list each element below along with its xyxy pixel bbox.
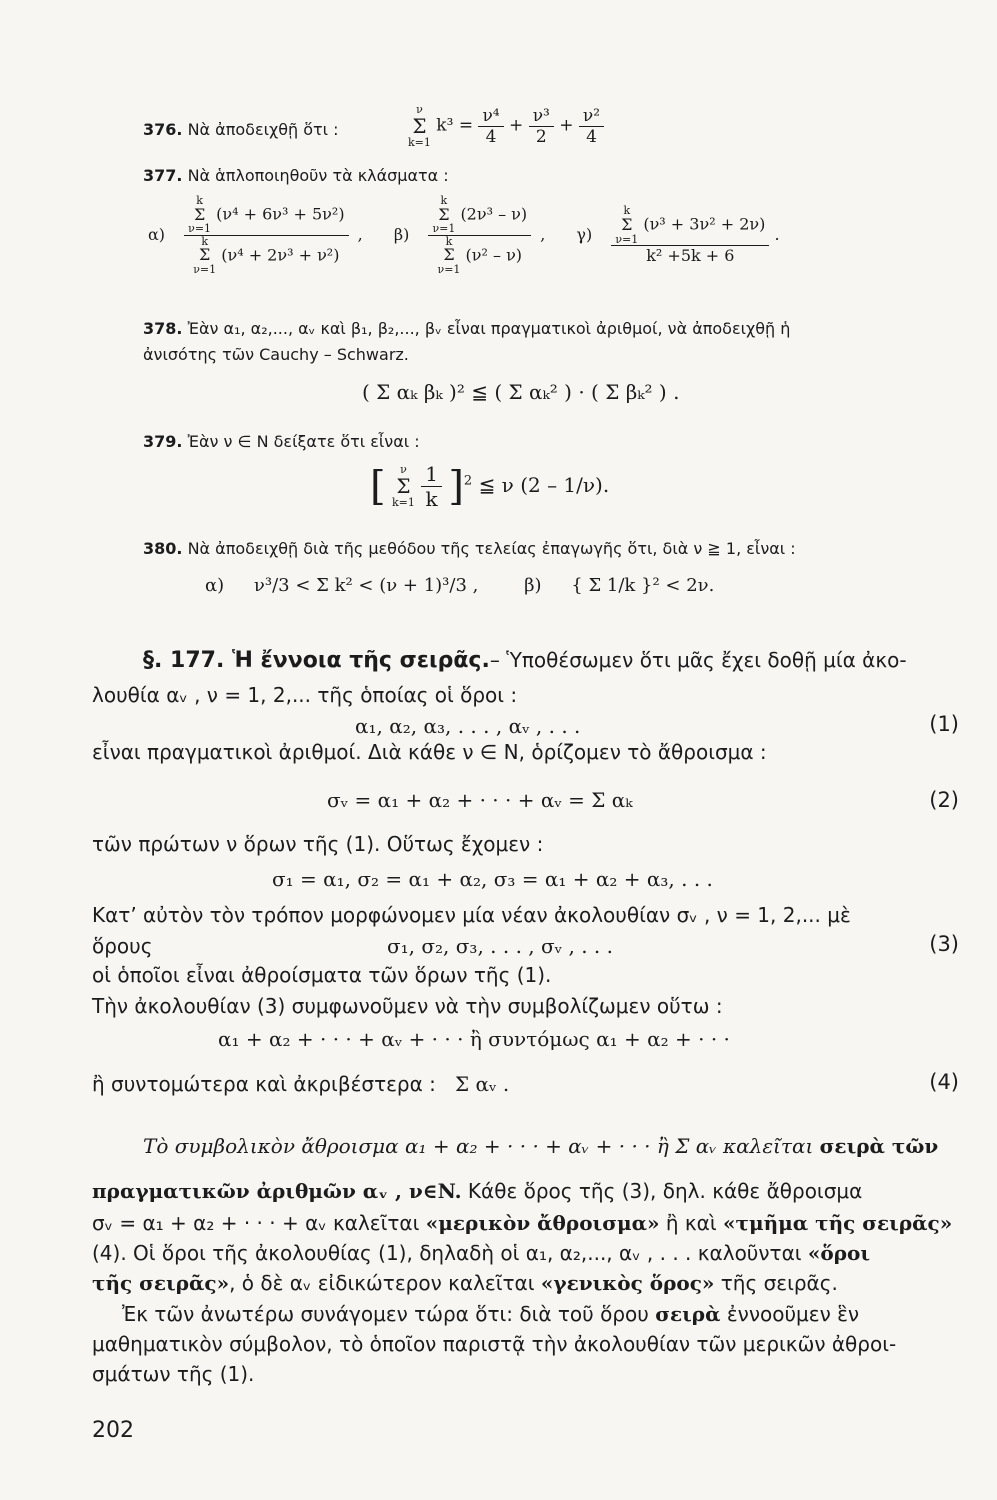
section-heading-line: §. 177. Ἡ ἔννοια τῆς σειρᾶς.– Ὑποθέσωμεν ὅτι μᾶς ἔχει δοθῇ μία ἀκο-	[143, 648, 907, 673]
paragraph-line: ὅρους	[92, 934, 153, 958]
formula-377: α) k Σ ν=1 (ν⁴ + 6ν³ + 5ν²) k Σ ν=1 (ν⁴ + 2ν³ + ν²) , β) k Σ ν=1 (2ν³ – ν) k Σ ν=1 (ν² – ν) , γ) k Σ ν=1 (ν³ + 3ν² + 2ν) k² +5k + 6 .	[148, 194, 780, 277]
exercise-378-line2: ἀνισότης τῶν Cauchy – Schwarz.	[143, 345, 409, 364]
exercise-text: Νὰ ἀποδειχθῇ ὅτι :	[187, 120, 339, 139]
equation-number: (1)	[929, 712, 959, 736]
equation-number: (3)	[929, 932, 959, 956]
paragraph-line: τῆς σειρᾶς», ὁ δὲ αᵥ εἰδικώτερον καλεῖται «γενικὸς ὅρος» τῆς σειρᾶς.	[92, 1271, 838, 1295]
equation-number: (4)	[929, 1070, 959, 1094]
equation-4: Σ αᵥ .	[455, 1072, 510, 1096]
equation-symbolic: α₁ + α₂ + · · · + αᵥ + · · · ἢ συντόμως α₁ + α₂ + · · ·	[218, 1027, 730, 1051]
paragraph-line: λουθία αᵥ , ν = 1, 2,... τῆς ὁποίας οἱ ὅροι :	[92, 683, 518, 707]
equation-1: α₁, α₂, α₃, . . . , αᵥ , . . .	[355, 714, 581, 738]
paragraph-line: πραγματικῶν ἀριθμῶν αᵥ , ν∈N. Κάθε ὅρος τῆς (3), δηλ. κάθε ἄθροισμα	[92, 1179, 863, 1203]
definition-line: Τὸ συμβολικὸν ἄθροισμα α₁ + α₂ + · · · + αᵥ + · · · ἢ Σ αᵥ καλεῖται σειρὰ τῶν	[143, 1134, 939, 1158]
paragraph-line: σμάτων τῆς (1).	[92, 1362, 255, 1386]
paragraph-line: (4). Οἱ ὅροι τῆς ἀκολουθίας (1), δηλαδὴ οἱ α₁, α₂,..., αᵥ , . . . καλοῦνται «ὅροι	[92, 1241, 871, 1265]
formula-379: [ ν Σ k=1 $\frac{1}{k}$ ]$^2$ ≦ ν (2 – 1/ν).	[370, 462, 610, 511]
equation-sigma: σ₁ = α₁, σ₂ = α₁ + α₂, σ₃ = α₁ + α₂ + α₃, . . .	[272, 867, 713, 891]
paragraph-line: Τὴν ἀκολουθίαν (3) συμφωνοῦμεν νὰ τὴν συμβολίζωμεν οὕτω :	[92, 994, 723, 1018]
page-number: 202	[92, 1418, 134, 1443]
paragraph-line: εἶναι πραγματικοὶ ἀριθμοί. Διὰ κάθε ν ∈ N, ὁρίζομεν τὸ ἄθροισμα :	[92, 740, 767, 764]
exercise-number: 376.	[143, 120, 183, 139]
exercise-380: 380. Νὰ ἀποδειχθῇ διὰ τῆς μεθόδου τῆς τελείας ἐπαγωγῆς ὅτι, διὰ ν ≧ 1, εἶναι :	[143, 539, 796, 558]
equation-number: (2)	[929, 788, 959, 812]
paragraph-line: Ἐκ τῶν ἀνωτέρω συνάγομεν τώρα ὅτι: διὰ τοῦ ὅρου σειρὰ ἐννοοῦμεν ἓν	[122, 1302, 860, 1326]
equation-3: σ₁, σ₂, σ₃, . . . , σᵥ , . . .	[387, 934, 613, 958]
exercise-377: 377. Νὰ ἁπλοποιηθοῦν τὰ κλάσματα :	[143, 166, 449, 185]
exercise-376	[143, 120, 339, 139]
exercise-379: 379. Ἐὰν ν ∈ N δείξατε ὅτι εἶναι :	[143, 432, 420, 451]
formula-378: ( Σ αₖ βₖ )² ≦ ( Σ αₖ² ) · ( Σ βₖ² ) .	[362, 380, 680, 404]
equation-2: σᵥ = α₁ + α₂ + · · · + αᵥ = Σ αₖ	[327, 788, 633, 812]
paragraph-line: μαθηματικὸν σύμβολον, τὸ ὁποῖον παριστᾷ τὴν ἀκολουθίαν τῶν μερικῶν ἀθροι-	[92, 1332, 897, 1356]
formula-380: α) ν³/3 < Σ k² < (ν + 1)³/3 , β) { Σ 1/k }² < 2ν.	[205, 575, 715, 596]
paragraph-line: οἱ ὁποῖοι εἶναι ἀθροίσματα τῶν ὅρων τῆς (1).	[92, 963, 552, 987]
paragraph-line: σᵥ = α₁ + α₂ + · · · + αᵥ καλεῖται «μερικὸν ἄθροισμα» ἢ καὶ «τμῆμα τῆς σειρᾶς»	[92, 1211, 953, 1235]
paragraph-line: Κατ’ αὐτὸν τὸν τρόπον μορφώνομεν μία νέαν ἀκολουθίαν σᵥ , ν = 1, 2,... μὲ	[92, 903, 851, 927]
formula-376: ν Σ k=1 k³ = $\frac{\text{ν⁴}}{4}$ + $\frac{\text{ν³}}{2}$ + $\frac{\text{ν²}}{4}$	[408, 104, 604, 148]
exercise-378-line1: 378. Ἐὰν α₁, α₂,..., αᵥ καὶ β₁, β₂,..., βᵥ εἶναι πραγματικοὶ ἀριθμοί, νὰ ἀποδειχθῇ ἡ	[143, 319, 791, 338]
section-heading: §. 177. Ἡ ἔννοια τῆς σειρᾶς.	[143, 648, 490, 673]
paragraph-line: τῶν πρώτων ν ὅρων τῆς (1). Οὕτως ἔχομεν :	[92, 832, 544, 856]
paragraph-line: ἢ συντομώτερα καὶ ἀκριβέστερα :	[92, 1072, 436, 1096]
